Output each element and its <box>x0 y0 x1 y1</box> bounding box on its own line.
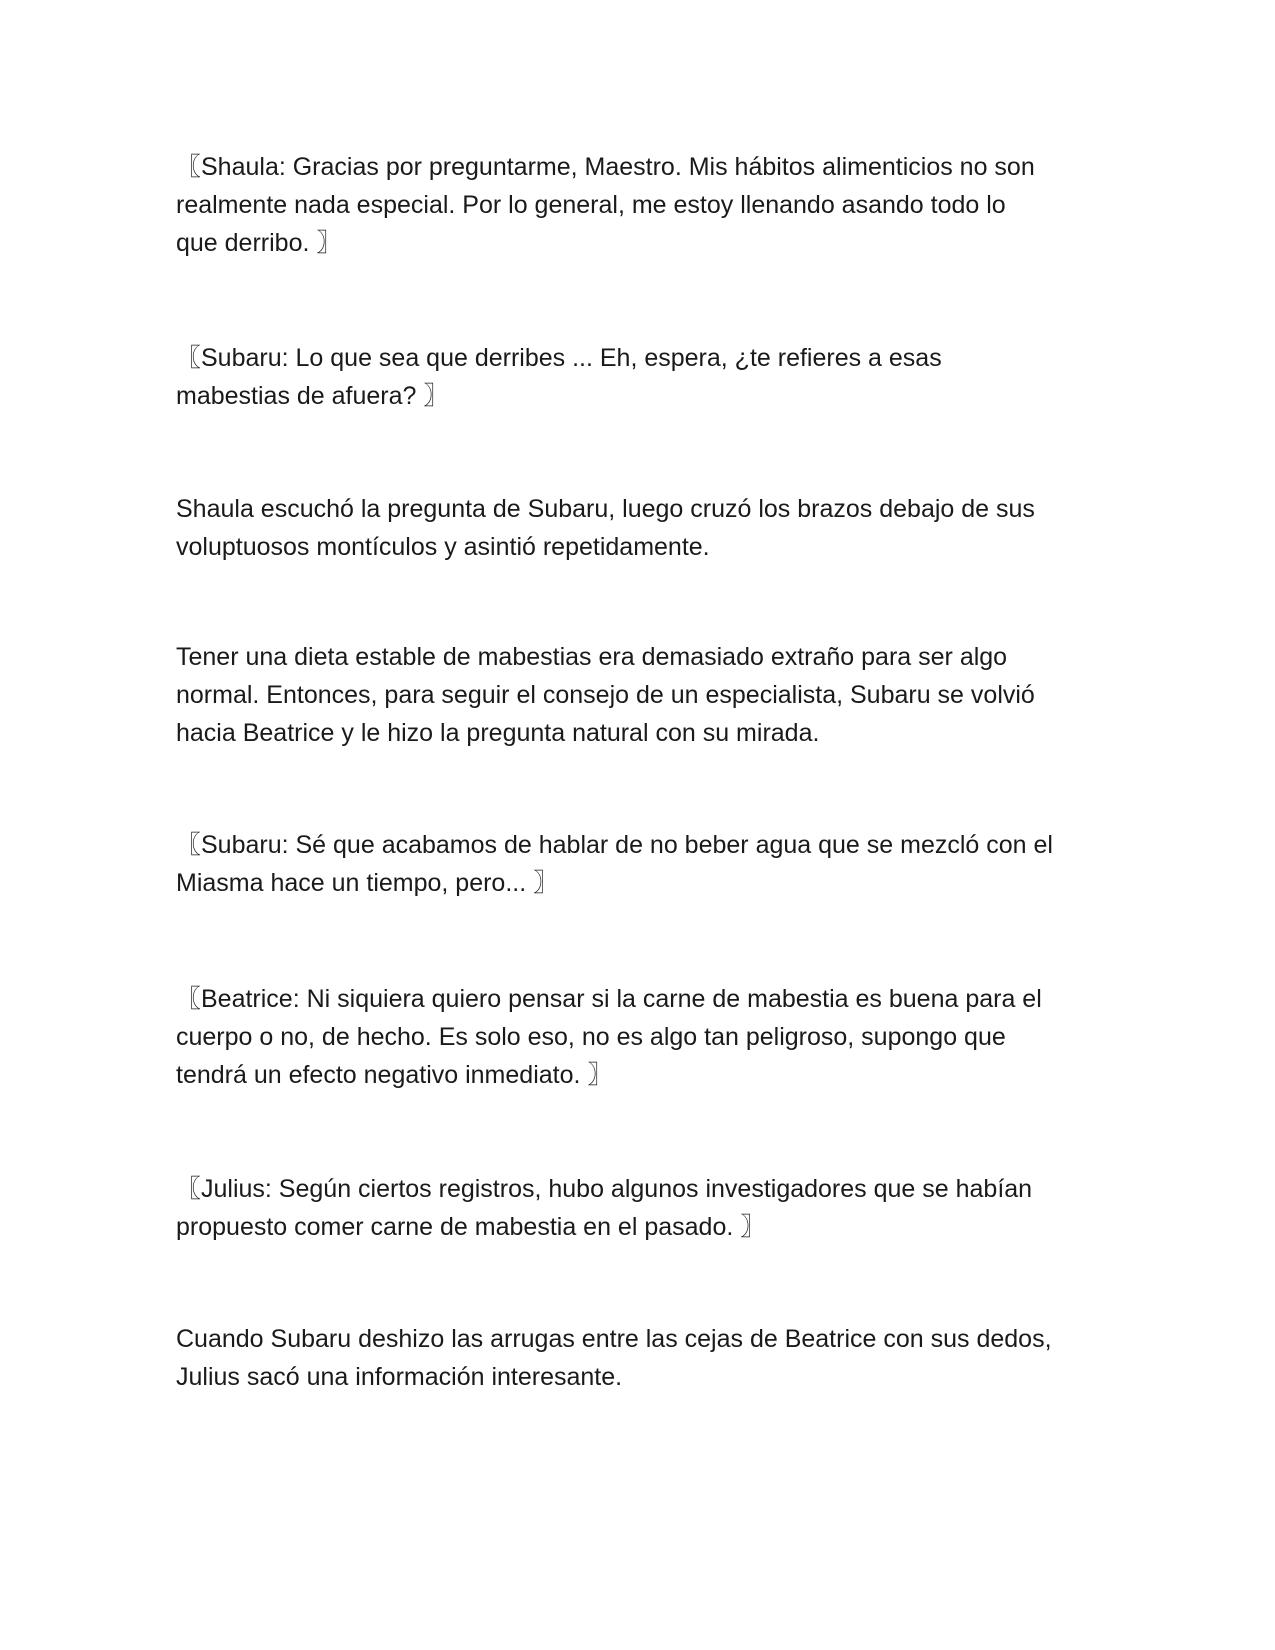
paragraph-beatrice-dialogue <box>176 980 1106 1094</box>
paragraph-shaula-dialogue <box>176 148 1106 262</box>
text-line: propuesto comer carne de mabestia en el pasado. 〗 <box>176 1213 766 1241</box>
text-line: 〖Subaru: Lo que sea que derribes ... Eh, espera, ¿te refieres a esas <box>176 344 942 372</box>
text-line: normal. Entonces, para seguir el consejo de un especialista, Subaru se volvió <box>176 681 1035 709</box>
text-line: Julius sacó una información interesante. <box>176 1363 623 1391</box>
text-line: que derribo. 〗 <box>176 229 342 257</box>
paragraph-subaru-dialogue-2 <box>176 826 1106 902</box>
text-line: Shaula escuchó la pregunta de Subaru, luego cruzó los brazos debajo de sus <box>176 495 1035 523</box>
text-line: Tener una dieta estable de mabestias era demasiado extraño para ser algo <box>176 643 1008 671</box>
paragraph-narration-2 <box>176 638 1106 752</box>
paragraph-julius-dialogue <box>176 1170 1106 1246</box>
text-line: Miasma hace un tiempo, pero... 〗 <box>176 869 559 897</box>
text-line: realmente nada especial. Por lo general, me estoy llenando asando todo lo <box>176 191 1006 219</box>
text-line: Cuando Subaru deshizo las arrugas entre las cejas de Beatrice con sus dedos, <box>176 1325 1052 1353</box>
text-line: 〖Julius: Según ciertos registros, hubo algunos investigadores que se habían <box>176 1175 1033 1203</box>
text-line: cuerpo o no, de hecho. Es solo eso, no es algo tan peligroso, supongo que <box>176 1023 1006 1051</box>
paragraph-subaru-dialogue-1 <box>176 339 1106 415</box>
paragraph-narration-1 <box>176 490 1106 566</box>
text-line: 〖Shaula: Gracias por preguntarme, Maestro. Mis hábitos alimenticios no son <box>176 153 1035 181</box>
text-line: 〖Subaru: Sé que acabamos de hablar de no beber agua que se mezcló con el <box>176 831 1053 859</box>
text-line: mabestias de afuera? 〗 <box>176 382 449 410</box>
text-line: voluptuosos montículos y asintió repetidamente. <box>176 533 710 561</box>
text-line: tendrá un efecto negativo inmediato. 〗 <box>176 1061 613 1089</box>
paragraph-narration-3 <box>176 1320 1106 1396</box>
text-line: hacia Beatrice y le hizo la pregunta natural con su mirada. <box>176 719 820 747</box>
text-line: 〖Beatrice: Ni siquiera quiero pensar si la carne de mabestia es buena para el <box>176 985 1042 1013</box>
